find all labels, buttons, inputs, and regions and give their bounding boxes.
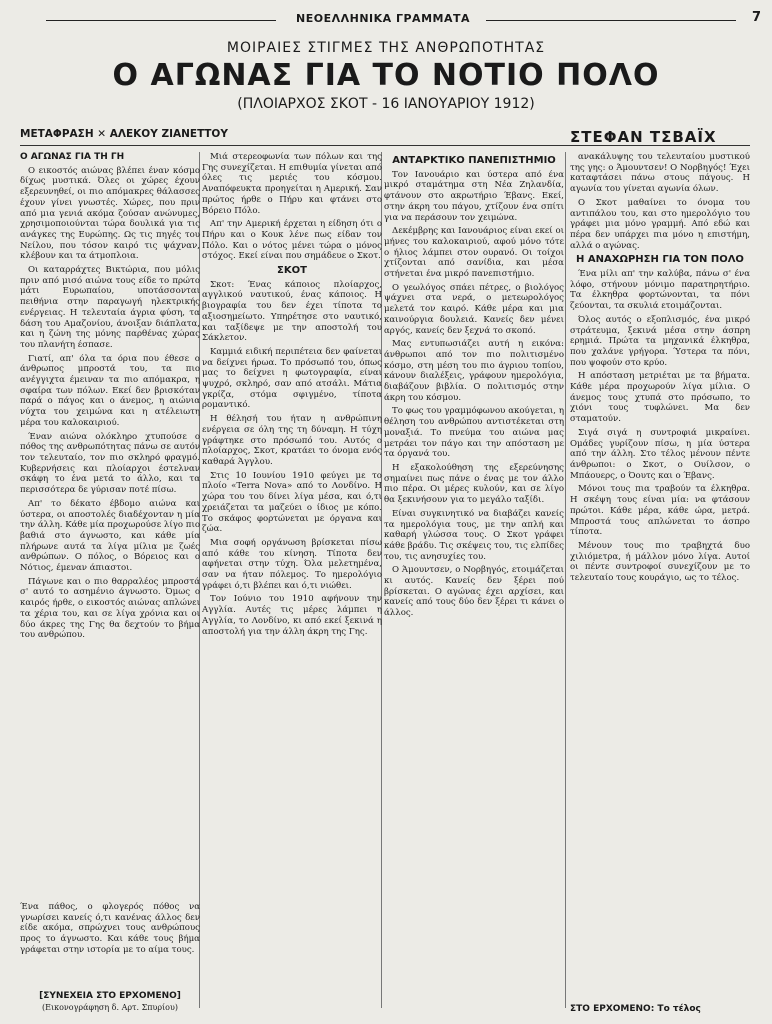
- paragraph: Σκοτ: Ένας κάποιος πλοίαρχος, αγγλικού ναυτικού, ένας κάποιος. Η βιογραφία του δεν έχει τίποτα το αξιοσημείωτο. Υπηρέτησε στο ναυτικό, και ταξίδεψε με την αποστολή του Σάκλετον.: [202, 279, 382, 344]
- section-heading: ΑΝΤΑΡΚΤΙΚΟ ΠΑΝΕΠΙΣΤΗΜΙΟ: [392, 155, 556, 166]
- masthead: ΝΕΟΕΛΛΗΝΙΚΑ ΓΡΑΜΜΑΤΑ: [296, 12, 470, 25]
- paragraph: Πάγωνε και ο πιο θαρραλέος μπροστά σ' αυτό το ασημένιο άγνωστο. Όμως ο καιρός ήρθε, ο εικοστός αιώνας απλώνει τα χέρια του, και σε λίγα χρόνια και οι δύο άκρες της Γης θα δεχτούν το βήμα του ανθρώπου.: [20, 576, 200, 641]
- paragraph: Τον Ιούνιο του 1910 αφήνουν την Αγγλία. Αυτές τις μέρες λάμπει η Αγγλία, το Λονδίνο, κι από εκεί ξεκινά η αποστολή για την άλλη άκρη της Γης.: [202, 594, 382, 637]
- paragraph: Μας εντυπωσιάζει αυτή η εικόνα: άνθρωποι από τον πιο πολιτισμένο κόσμο, στη μέση του πιο άγριου τοπίου, κάνουν διαλέξεις, γράφουν ημερολόγια, διαβάζουν βιβλία. Ο πολιτισμός στην άκρη του κόσμου.: [384, 339, 564, 403]
- paragraph: Στις 10 Ιουνίου 1910 φεύγει με το πλοίο «Terra Nova» από το Λονδίνο. Η χώρα του του δίνει λίγα μέσα, και ό,τι χρειάζεται τα μαζεύει ο ίδιος με κόπο. Το σκάφος φορτώνεται με όργανα και ζώα.: [202, 470, 382, 535]
- paragraph: Έναν αιώνα ολόκληρο χτυπούσε ο πόθος της ανθρωπότητας πάνω σε αυτόν τον τελευταίο, τον πιο σκληρό φραγμό. Κυβερνήσεις και πλοίαρχοι έστελναν σκάφη το ένα μετά το άλλο, και τα περισσότερα δε γύρισαν ποτέ πίσω.: [20, 431, 200, 496]
- paragraph: Το φως του γραμμόφωνου ακούγεται, η θέληση του ανθρώπου αντιστέκεται στη μοναξιά. Το πνεύμα του αιώνα μας μετράει τον πάγο και την απόσταση με τα όργανά του.: [384, 406, 564, 460]
- paragraph: Η απόσταση μετριέται με τα βήματα. Κάθε μέρα προχωρούν λίγα μίλια. Ο άνεμος τους χτυπά στο πρόσωπο, το χιόνι τους τυφλώνει. Μα δεν σταματούν.: [570, 371, 750, 425]
- column-divider: [565, 152, 566, 1008]
- paragraph: Απ' την Αμερική έρχεται η είδηση ότι ο Πήρυ και ο Κουκ λένε πως είδαν τον Πόλο. Και ο νότος μένει τώρα ο μόνος στόχος. Εκεί είναι που σημάδευε ο Σκοτ.: [202, 219, 382, 262]
- paragraph: Σιγά σιγά η συντροφιά μικραίνει. Ομάδες γυρίζουν πίσω, η μία ύστερα από την άλλη. Στο τέλος μένουν πέντε άνθρωποι: ο Σκοτ, ο Ουίλσον, ο Μπάουερς, ο Όουτς και ο Έβανς.: [570, 427, 750, 481]
- header-divider: [20, 145, 750, 146]
- illustration-credit: (Εικονογράφηση δ. Αρτ. Σπυρίου): [42, 1003, 178, 1012]
- author-name: ΣΤΕΦΑΝ ΤΣΒΑΪΧ: [570, 128, 717, 146]
- next-issue-note: ΣΤΟ ΕΡΧΟΜΕΝΟ: Το τέλος: [570, 1004, 701, 1014]
- closing-paragraph: Ένα πάθος, ο φλογερός πόθος να γνωρίσει κανείς ό,τι κανένας άλλος δεν είδε ακόμα, σπρώχνει τους ανθρώπους προς το άγνωστο. Και κάθε τους βήμα γράφεται στην ιστορία με το αίμα τους.: [20, 902, 200, 955]
- article-title: Ο ΑΓΩΝΑΣ ΓΙΑ ΤΟ ΝΟΤΙΟ ΠΟΛΟ: [112, 58, 660, 93]
- paragraph: Όλος αυτός ο εξοπλισμός, ένα μικρό στράτευμα, ξεκινά μέσα στην άσπρη ερημιά. Πρώτα τα μηχανικά έλκηθρα, που χαλάνε γρήγορα. Ύστερα τα πόνι, που ψοφούν στο κρύο.: [570, 314, 750, 368]
- article-subtitle: (ΠΛΟΙΑΡΧΟΣ ΣΚΟΤ - 16 ΙΑΝΟΥΑΡΙΟΥ 1912): [237, 96, 535, 112]
- column-2: [202, 152, 382, 1012]
- masthead-rule-right: [486, 20, 736, 21]
- section-heading: Ο ΑΓΩΝΑΣ ΓΙΑ ΤΗ ΓΗ: [20, 152, 125, 162]
- paragraph: Απ' το δέκατο έβδομο αιώνα και ύστερα, οι αποστολές διαδέχονταν η μία την άλλη. Κάθε μία προχωρούσε λίγο πιο βαθιά στο άγνωστο, και κάθε μία πλήρωνε αυτά τα λίγα μίλια με ζωές ανθρώπων. Ο πόλος, ο Βόρειος και ο Νότιος, έμεναν άπιαστοι.: [20, 498, 200, 574]
- paragraph: Η θέλησή του ήταν η ανθρώπινη ενέργεια σε όλη της τη δύναμη. Η τύχη γράφτηκε στο πρόσωπό του. Αυτός ο πλοίαρχος, Σκοτ, κρατάει το όνομα ενός καθαρά Άγγλου.: [202, 414, 382, 467]
- page-number: 7: [752, 10, 762, 25]
- paragraph: ανακάλυψης του τελευταίου μυστικού της γης: ο Άμουντσεν! Ο Νορβηγός! Έχει καταφτάσει πάνω στους πάγους. Η αγωνία του γίνεται αγωνία όλων.: [570, 152, 750, 195]
- paragraph: Ο εικοστός αιώνας βλέπει έναν κόσμο δίχως μυστικά. Όλες οι χώρες έχουν εξερευνηθεί, οι πιο απόμακρες θάλασσες έχουν γίνει γνωστές. Χώρες, που πριν από μια γενιά ακόμα ζούσαν ανώνυμες, χρησιμοποιούνται τώρα δουλικά για τις ανάγκες της Ευρώπης. Ως τις πηγές του Νείλου, που τόσον καιρό τις ψάχναν, κλέβουν και τα άτμοπλοια.: [20, 165, 200, 262]
- paragraph: Μένουν τους πιο τραβηχτά δυο χιλιόμετρα, ή μάλλον μόνο λίγα. Αυτοί οι πέντε συντροφοί συνεχίζουν με το τελευταίο τους κουράγιο, ως το τέλος.: [570, 540, 750, 584]
- paragraph: Οι καταρράχτες Βικτώρια, που μόλις πριν από μισό αιώνα τους είδε το πρώτο μάτι Ευρωπαίου, υποτάσσονται πειθήνια στην παραγωγή ηλεκτρικής ενέργειας. Η τελευταία άγρια φύση, τα δάση του Αμαζονίου, άνοιξαν διάπλατα, και η ζώνη της μόνης παρθένας χώρας του πλανήτη έσπασε.: [20, 265, 200, 350]
- paragraph: Ο Άμουντσεν, ο Νορβηγός, ετοιμάζεται κι αυτός. Κανείς δεν ξέρει πού βρίσκεται. Ο αγώνας έχει αρχίσει, και κανείς από τους δύο δεν ξέρει τι κάνει ο άλλος.: [384, 565, 564, 619]
- column-1: [20, 152, 200, 1012]
- paragraph: Μιά στερεοφωνία των πόλων και της Γης συνεχίζεται. Η επιθυμία γίνεται από όλες τις μεριές του κόσμου. Αναπόφευκτα προηγείται η Αμερική. Σαν πρώτος ήρθε ο Πήρυ και φτάνει στο Βόρειο Πόλο.: [202, 152, 382, 216]
- paragraph: Η εξακολούθηση της εξερεύνησης σημαίνει πως πάνε ο ένας με τον άλλο πιο πέρα. Οι μέρες κυλούν, και σε λίγο θα ξεκινήσουν για το μεγάλο ταξίδι.: [384, 462, 564, 506]
- column-3: [384, 152, 564, 1012]
- section-heading: Η ΑΝΑΧΩΡΗΣΗ ΓΙΑ ΤΟΝ ΠΟΛΟ: [576, 254, 744, 266]
- article-kicker: ΜΟΙΡΑΙΕΣ ΣΤΙΓΜΕΣ ΤΗΣ ΑΝΘΡΩΠΟΤΗΤΑΣ: [226, 40, 546, 56]
- paragraph: Είναι συγκινητικό να διαβάζει κανείς τα ημερολόγια τους, με την απλή και καθαρή γλώσσα τους. Ο Σκοτ γράφει κάθε βράδυ. Τις σκέψεις του, τις ελπίδες του, τις ανησυχίες του.: [384, 508, 564, 562]
- masthead-rule-left: [46, 20, 276, 21]
- paragraph: Καμμιά ειδική περιπέτεια δεν φαίνεται να δείχνει ήρωα. Το πρόσωπό του, όπως μας το δείχνει η φωτογραφία, είναι ψυχρό, σκληρό, σαν από ατσάλι. Μάτια γκρίζα, στόμα σφιγμένο, τίποτα ρομαντικό.: [202, 346, 382, 411]
- paragraph: Δεκέμβρης και Ιανουάριος είναι εκεί οι μήνες του καλοκαιριού, αφού μόνο τότε ο ήλιος λάμπει στον ουρανό. Οι τοίχοι χτίζονται από σανίδια, και μέσα στήνεται ένα μικρό πανεπιστήμιο.: [384, 226, 564, 280]
- continued-label: [ΣΥΝΕΧΕΙΑ ΣΤΟ ΕΡΧΟΜΕΝΟ]: [39, 991, 181, 1001]
- translator-credit: ΜΕΤΑΦΡΑΣΗ ✕ ΑΛΕΚΟΥ ΖΙΑΝΕΤΤΟΥ: [20, 128, 228, 140]
- paragraph: Ο γεωλόγος σπάει πέτρες, ο βιολόγος ψάχνει στα νερά, ο μετεωρολόγος μελετά τον καιρό. Κάθε μέρα και μια καινούργια δουλειά. Κανείς δεν μένει αργός, κανείς δεν ξεχνά το σκοπό.: [384, 282, 564, 336]
- paragraph: Μια σοφή οργάνωση βρίσκεται πίσω από κάθε του κίνηση. Τίποτα δεν αφήνεται στην τύχη. Όλα μελετημένα, σαν να ήταν πόλεμος. Το ημερολόγιο γράφει ό,τι βλέπει και ό,τι νιώθει.: [202, 537, 382, 591]
- paragraph: Ένα μίλι απ' την καλύβα, πάνω σ' ένα λόφο, στήνουν μόνιμο παρατηρητήριο. Τα έλκηθρα φορτώνονται, τα πόνι ζεύονται, τα σκυλιά ετοιμάζονται.: [570, 269, 750, 312]
- paragraph: Ο Σκοτ μαθαίνει το όνομα του αντιπάλου του, και στο ημερολόγιο του γράφει μια μόνο γραμμή. Από εδώ και πέρα δεν υπάρχει πια μόνο η επιστήμη, αλλά ο αγώνας.: [570, 197, 750, 251]
- paragraph: Μόνοι τους πια τραβούν τα έλκηθρα. Η σκέψη τους είναι μία: να φτάσουν πρώτοι. Κάθε μέρα, κάθε ώρα, μετρά. Μπροστά τους απλώνεται το άσπρο τίποτα.: [570, 484, 750, 538]
- section-heading: ΣΚΟΤ: [277, 265, 307, 277]
- column-4: [570, 152, 750, 1012]
- paragraph: Τον Ιανουάριο και ύστερα από ένα μικρό σταμάτημα στη Νέα Ζηλανδία, φτάνουν στο ακρωτήριο Έβανς. Εκεί, στην άκρη του πάγου, χτίζουν ένα σπίτι για να περάσουν τον χειμώνα.: [384, 169, 564, 223]
- paragraph: Γιατί, απ' όλα τα όρια που έθεσε ο άνθρωπος μπροστά του, τα πιο ανέγγιχτα έμειναν τα πιο απόμακρα, η σφαίρα των πόλων. Εκεί δεν βρισκόταν παρά ο πάγος και ο άνεμος, η αιώνια νύχτα του χειμώνα και η ατέλειωτη μέρα του καλοκαιριού.: [20, 353, 200, 428]
